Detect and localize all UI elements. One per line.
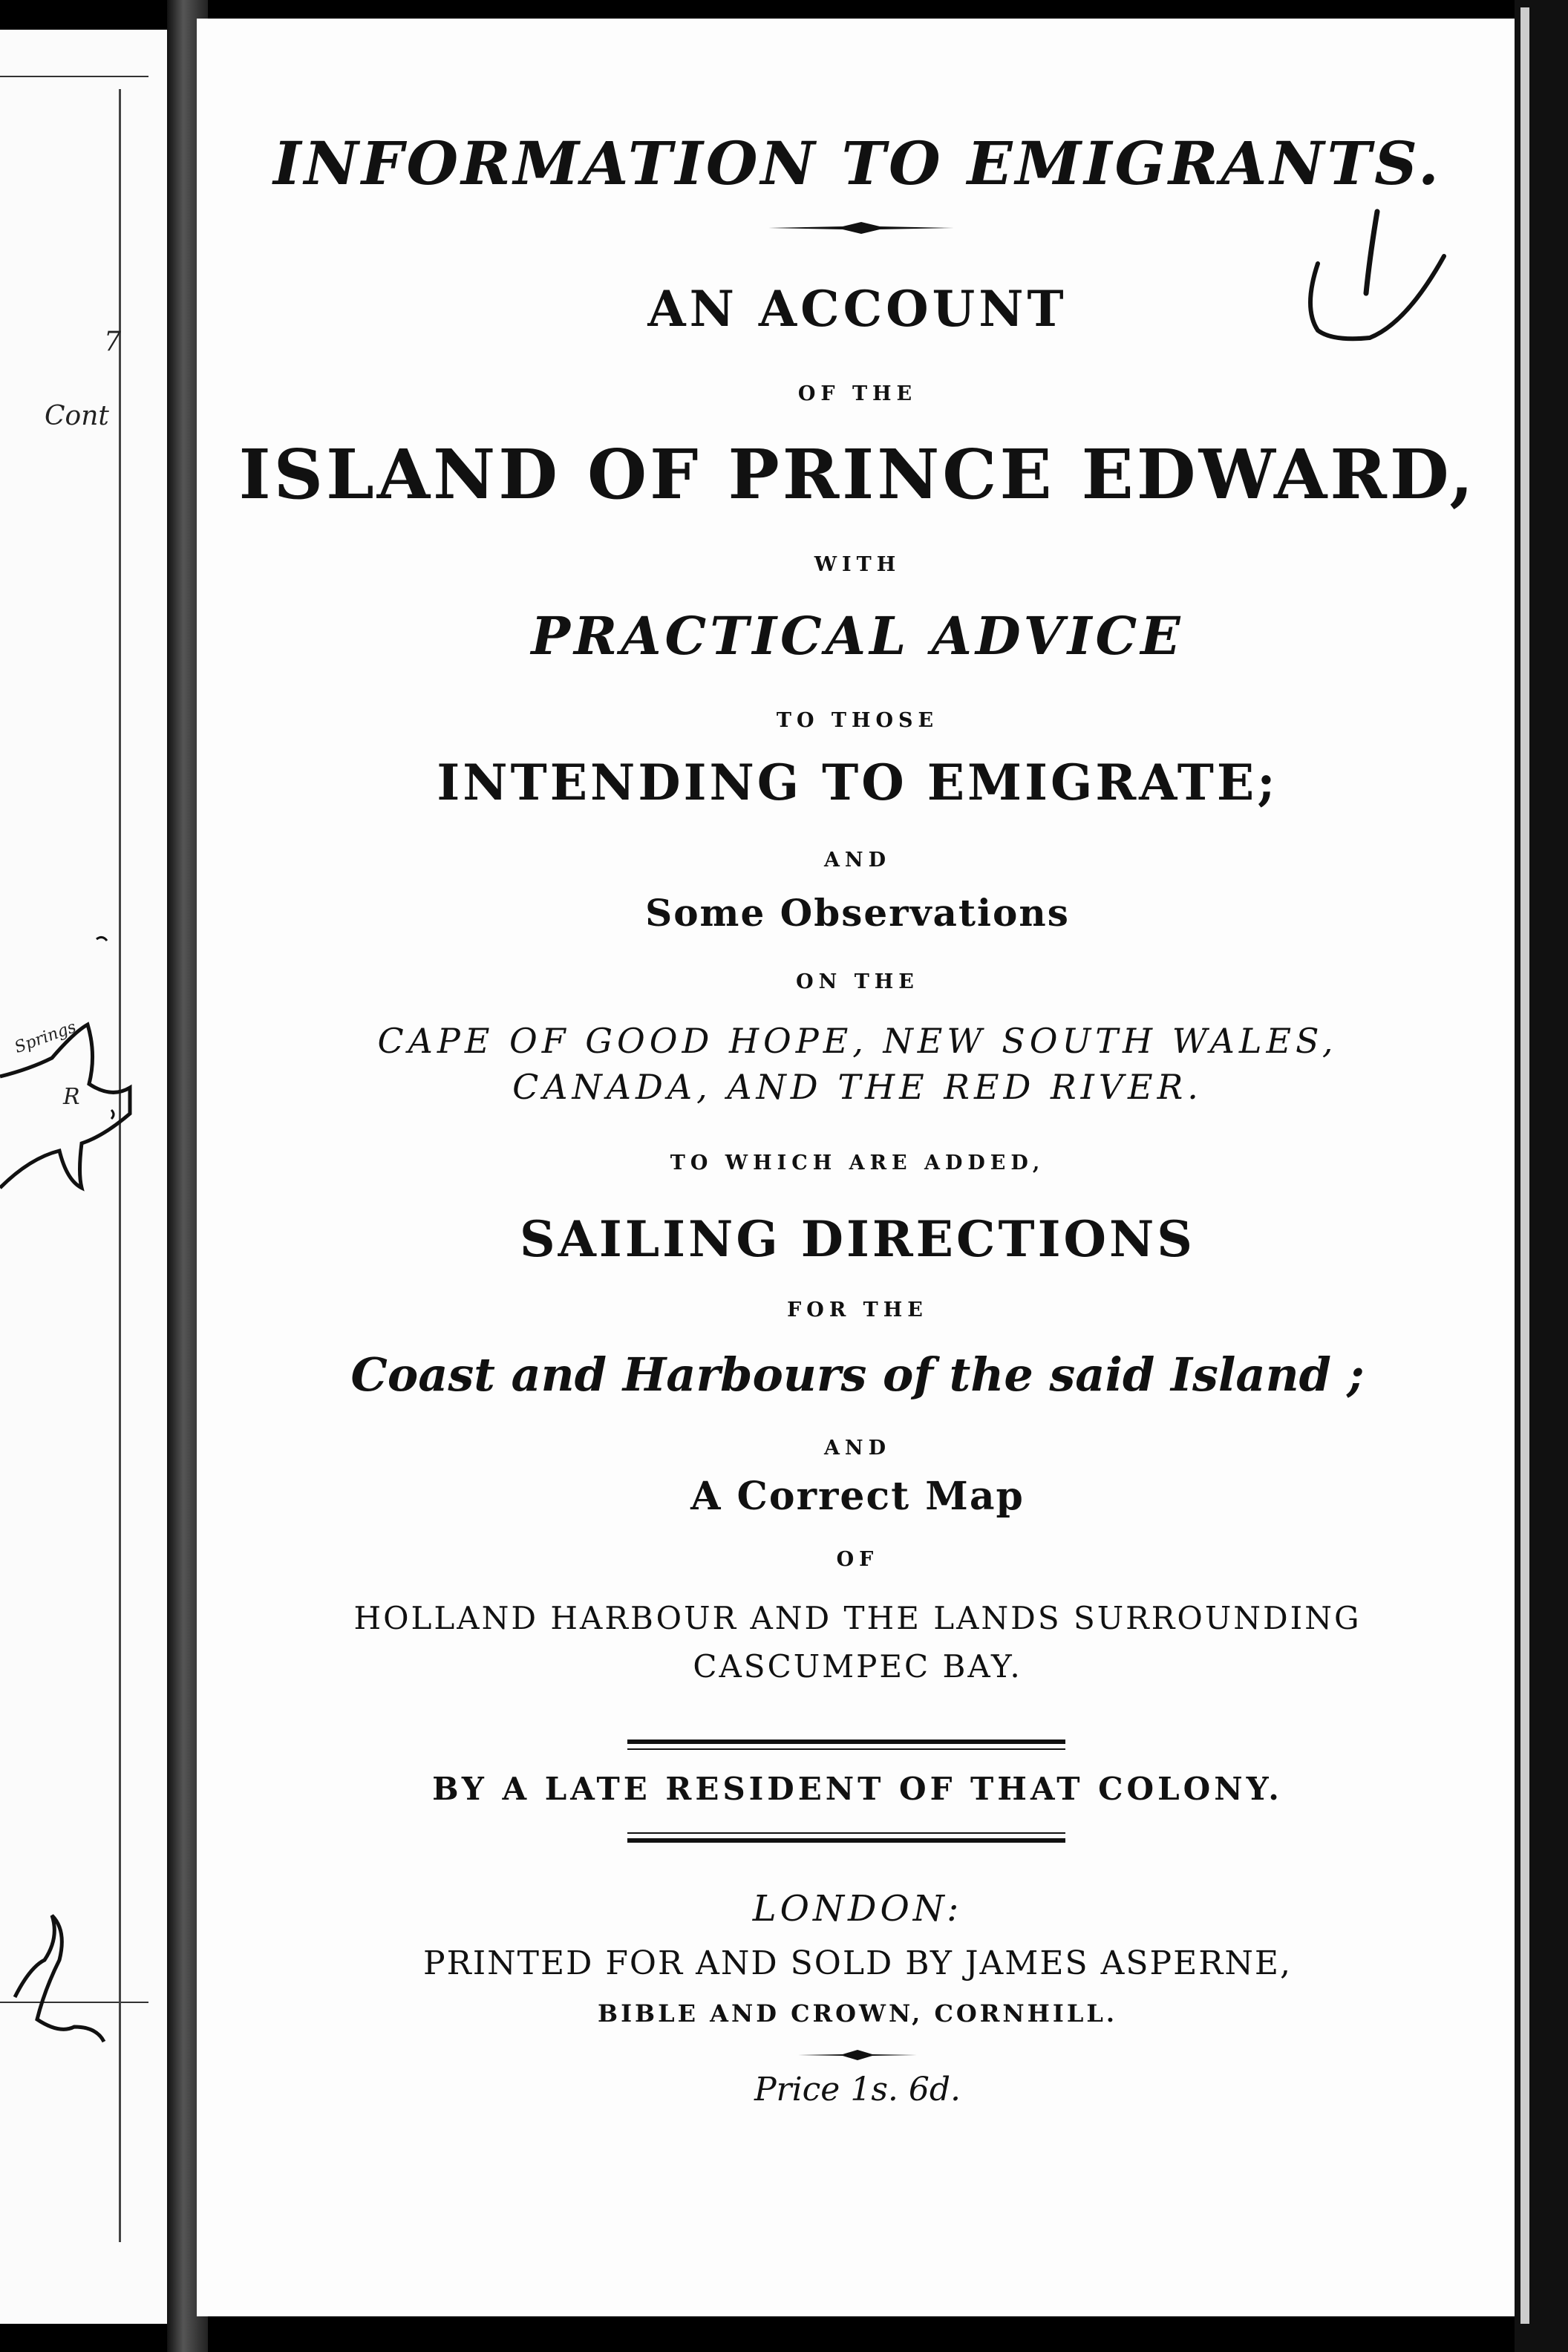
ornament-rule-bottom: [798, 2048, 917, 2062]
and-line-1: AND: [823, 849, 892, 872]
with-line: WITH: [814, 553, 901, 576]
cape-line-2: CANADA, AND THE RED RIVER.: [512, 1067, 1203, 1107]
correct-map-line: A Correct Map: [690, 1474, 1025, 1519]
sailing-directions: SAILING DIRECTIONS: [520, 1210, 1195, 1268]
holland-line-1: HOLLAND HARBOUR AND THE LANDS SURROUNDING: [353, 1600, 1362, 1636]
double-rule-bottom-b: [627, 1838, 1065, 1843]
holland-line-2: CASCUMPEC BAY.: [693, 1648, 1022, 1685]
map-fragment-r: R: [63, 1084, 80, 1110]
title-heading: INFORMATION TO EMIGRANTS.: [273, 128, 1442, 198]
right-page-edge: [1515, 0, 1568, 2352]
to-which-line: TO WHICH ARE ADDED,: [670, 1152, 1045, 1175]
map-coastline-drawing: [0, 30, 148, 2257]
observations-line: Some Observations: [645, 891, 1070, 935]
title-page: [197, 19, 1518, 2316]
map-fragment-springs: Springs: [12, 1018, 79, 1057]
map-fragment-cont: Cont: [45, 401, 109, 431]
double-rule-top-a: [627, 1740, 1065, 1744]
intending-line: INTENDING TO EMIGRATE;: [437, 754, 1278, 811]
island-title: ISLAND OF PRINCE EDWARD,: [238, 434, 1477, 514]
for-the-line: FOR THE: [787, 1298, 928, 1322]
of-line: OF: [836, 1548, 879, 1571]
practical-advice: PRACTICAL ADVICE: [531, 605, 1184, 667]
imprint-printer: PRINTED FOR AND SOLD BY JAMES ASPERNE,: [423, 1944, 1292, 1982]
and-line-2: AND: [823, 1437, 892, 1460]
cape-line-1: CAPE OF GOOD HOPE, NEW SOUTH WALES,: [377, 1021, 1338, 1061]
double-rule-top-b: [627, 1748, 1065, 1750]
page-edge-strip: [1520, 7, 1529, 2324]
imprint-city: LONDON:: [752, 1888, 963, 1930]
of-the-line: OF THE: [797, 382, 918, 405]
imprint-address: BIBLE AND CROWN, CORNHILL.: [598, 1999, 1117, 2028]
price-line: Price 1s. 6d.: [754, 2071, 961, 2108]
on-the-line: ON THE: [796, 970, 919, 993]
coast-line: Coast and Harbours of the said Island ;: [350, 1348, 1365, 1402]
facing-map-page: [0, 30, 170, 2324]
account-line: AN ACCOUNT: [647, 280, 1068, 338]
ornament-rule-top: [768, 219, 954, 237]
map-fragment-number: 7: [104, 327, 121, 357]
to-those-line: TO THOSE: [776, 709, 939, 732]
double-rule-bottom-a: [627, 1832, 1065, 1834]
resident-line: BY A LATE RESIDENT OF THAT COLONY.: [432, 1771, 1283, 1807]
